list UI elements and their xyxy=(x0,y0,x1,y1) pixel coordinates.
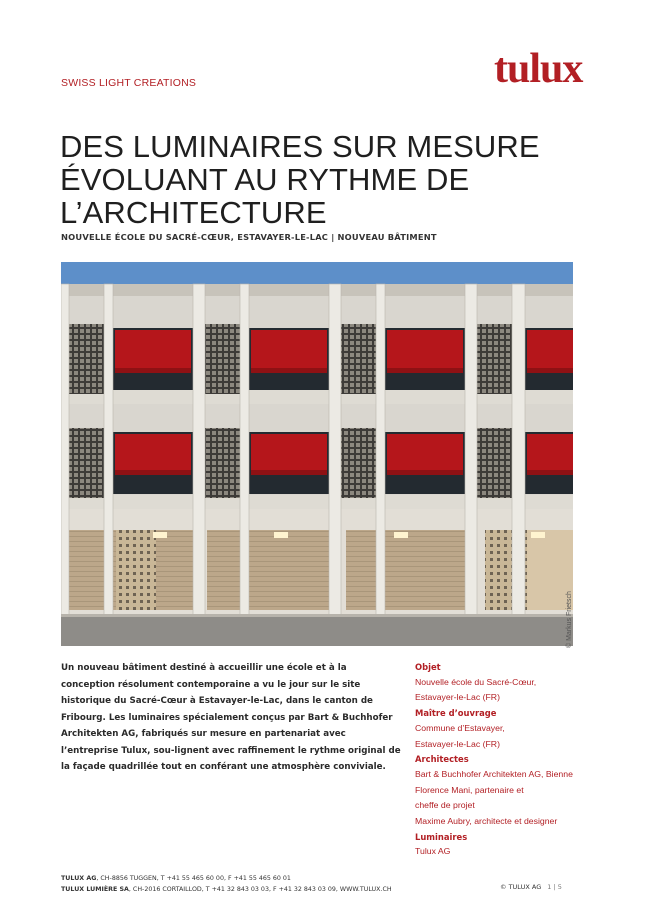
page-title xyxy=(60,130,540,229)
footer-company-1: TULUX AG xyxy=(61,875,97,882)
intro-paragraph: Un nouveau bâtiment destiné à accueillir une école et à la conception résolument contemporaine a vu le jour sur le site historique du Sacré-Cœur à Estavayer-le-Lac, dans le canton de Fribourg. Les luminaires spécialement conçus par Bart & Buchhofer Architekten AG, fabriqués sur mesure en partenariat avec l’entreprise Tulux, sou-lignent avec raffinement le rythme original de la façade quadrillée tout en conférant une atmosphère conviviale. xyxy=(61,663,401,772)
footer-line-1 xyxy=(61,873,392,884)
objet-line-1: Nouvelle école du Sacré-Cœur, xyxy=(415,676,537,687)
photo-credit: © Markus Frietsch xyxy=(566,591,573,648)
objet-line-2: Estavayer-le-Lac (FR) xyxy=(415,692,500,703)
architectes-line-1: Bart & Buchhofer Architekten AG, Bienne xyxy=(415,768,573,779)
subtitle: NOUVELLE ÉCOLE DU SACRÉ-CŒUR, ESTAVAYER-LE-LAC | NOUVEAU BÂTIMENT xyxy=(61,232,437,242)
footer-address-2: , CH-2016 CORTAILLOD, T +41 32 843 03 03, F +41 32 843 03 09, WWW.TULUX.CH xyxy=(128,886,392,893)
maitre-line-2: Estavayer-le-Lac (FR) xyxy=(415,738,500,749)
page-number: 1 | 5 xyxy=(547,883,562,891)
architectes-label: Architectes xyxy=(415,754,469,765)
kicker: SWISS LIGHT CREATIONS xyxy=(61,77,197,89)
luminaires-line-1: Tulux AG xyxy=(415,846,451,857)
architectes-line-3: cheffe de projet xyxy=(415,800,475,811)
footer-addresses xyxy=(61,873,392,895)
footer-copyright: © TULUX AG xyxy=(500,883,542,891)
footer-line-2 xyxy=(61,884,392,895)
building-facade-photo xyxy=(61,262,573,646)
footer-company-2: TULUX LUMIÈRE SA xyxy=(61,886,129,893)
footer-address-1: , CH-8856 TUGGEN, T +41 55 465 60 00, F +41 55 465 60 01 xyxy=(96,875,291,882)
luminaires-label: Luminaires xyxy=(415,831,468,842)
title-line-3: L’ARCHITECTURE xyxy=(60,195,327,230)
title-line-1: DES LUMINAIRES SUR MESURE xyxy=(60,129,540,164)
maitre-line-1: Commune d’Estavayer, xyxy=(415,722,505,733)
tulux-logo: tulux xyxy=(494,46,583,92)
title-line-2: ÉVOLUANT AU RYTHME DE xyxy=(60,162,470,197)
project-facts xyxy=(415,660,615,860)
architectes-line-2: Florence Mani, partenaire et xyxy=(415,784,524,795)
maitre-label: Maître d’ouvrage xyxy=(415,708,497,719)
objet-label: Objet xyxy=(415,662,441,672)
footer-right xyxy=(500,883,562,891)
architectes-line-4: Maxime Aubry, architecte et designer xyxy=(415,816,558,827)
